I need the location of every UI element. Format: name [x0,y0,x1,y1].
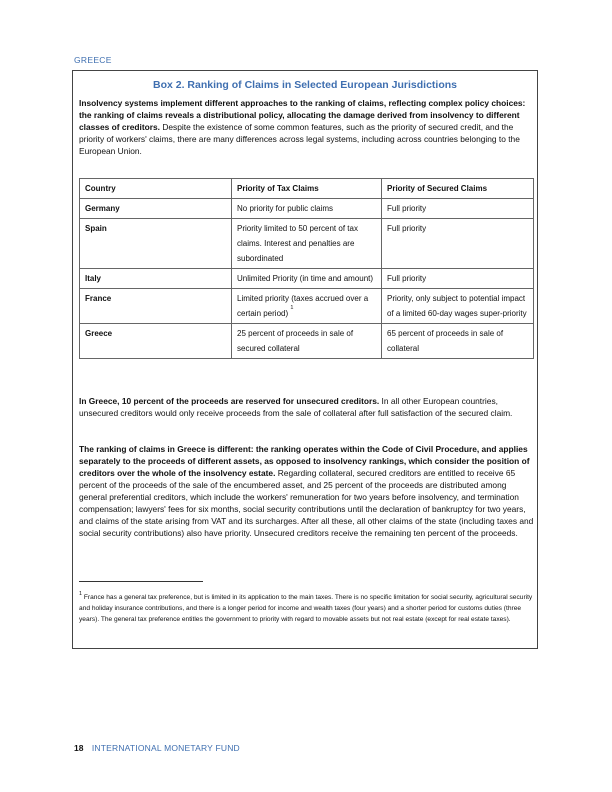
box-2-ranking-of-claims [72,70,538,649]
tax-claims-cell: No priority for public claims [232,199,382,219]
country-cell: Greece [80,324,232,359]
table-row [80,289,534,324]
column-header-tax-claims: Priority of Tax Claims [232,179,382,199]
country-cell: Italy [80,269,232,289]
column-header-secured-claims: Priority of Secured Claims [382,179,534,199]
table-header-row [80,179,534,199]
tax-claims-cell: Priority limited to 50 percent of tax claims. Interest and penalties are subordinated [232,219,382,269]
country-cell: France [80,289,232,324]
footnote-marker: 1 [79,591,83,597]
secured-claims-cell: Priority, only subject to potential impact of a limited 60-day wages super-priority [382,289,534,324]
footnote-reference: 1 [290,305,294,311]
tax-claims-text: Limited priority (taxes accrued over a certain period) [237,294,369,318]
para3-bold-text: The ranking of claims in Greece is different: the ranking operates within the Code of Civil Procedure, and applies separately to the proceeds of different assets, as opposed to insolvency rankings, which consider the position of creditors over the whole of the insolvency estate. [79,444,530,478]
intro-text: Despite the existence of some common features, such as the priority of secured credit, and the priority of workers' claims, there are many differences across legal systems, including across countries belonging to the European Union. [79,122,520,156]
table-row [80,269,534,289]
greece-ranking-paragraph [79,443,534,539]
table-row [80,199,534,219]
footnote-divider [79,581,203,582]
table-row [80,324,534,359]
para2-bold-text: In Greece, 10 percent of the proceeds are reserved for unsecured creditors. [79,396,380,406]
claims-ranking-table [79,178,534,359]
unsecured-creditors-paragraph [79,395,534,419]
page-number: 18 [74,743,84,753]
country-cell: Spain [80,219,232,269]
secured-claims-cell: Full priority [382,219,534,269]
box-title: Box 2. Ranking of Claims in Selected European Jurisdictions [153,79,457,91]
secured-claims-cell: Full priority [382,199,534,219]
intro-paragraph [79,97,534,157]
tax-claims-cell: 25 percent of proceeds in sale of secured collateral [232,324,382,359]
tax-claims-cell: Unlimited Priority (in time and amount) [232,269,382,289]
publisher-name: INTERNATIONAL MONETARY FUND [91,743,240,753]
secured-claims-cell: 65 percent of proceeds in sale of collateral [382,324,534,359]
para2-text: In all other European countries, unsecured creditors would only receive proceeds from the sale of collateral after full satisfaction of the secured claim. [79,396,513,418]
column-header-country: Country [80,179,232,199]
para3-text: Regarding collateral, secured creditors are entitled to receive 65 percent of the proceeds of the sale of the encumbered asset, and 25 percent of the proceeds are distributed among general preferential creditors, which include the workers' remuneration for two years before insolvency, and termination compensation; lawyers' fees for six months, social security contributions until the declaration of bankruptcy for two years, and claims of the state arising from VAT and its surcharges. After all these, all other claims of the state (including taxes and social security contributions) also have priority. Unsecured creditors receive the remaining ten percent of the proceeds. [79,468,534,538]
footnote-text: France has a general tax preference, but is limited in its application to the main taxes. There is no specific limitation for social security, agricultural security and holiday insurance contributions, and there is a longer period for income and wealth taxes (four years) and a shorter period for customs duties (three years). The general tax preference entitles the government to priority with regard to movable assets but not real estate (except for real estate taxes). [79,594,533,623]
country-cell: Germany [80,199,232,219]
tax-claims-cell [232,289,382,324]
table-row [80,219,534,269]
footnote [79,592,534,625]
running-header-country: GREECE [74,55,112,65]
secured-claims-cell: Full priority [382,269,534,289]
page-footer [74,743,240,753]
intro-bold-text: Insolvency systems implement different approaches to the ranking of claims, reflecting complex policy choices: the ranking of claims reveals a distributional policy, allocating the damage derived from insolvency to different classes of creditors. [79,98,526,132]
